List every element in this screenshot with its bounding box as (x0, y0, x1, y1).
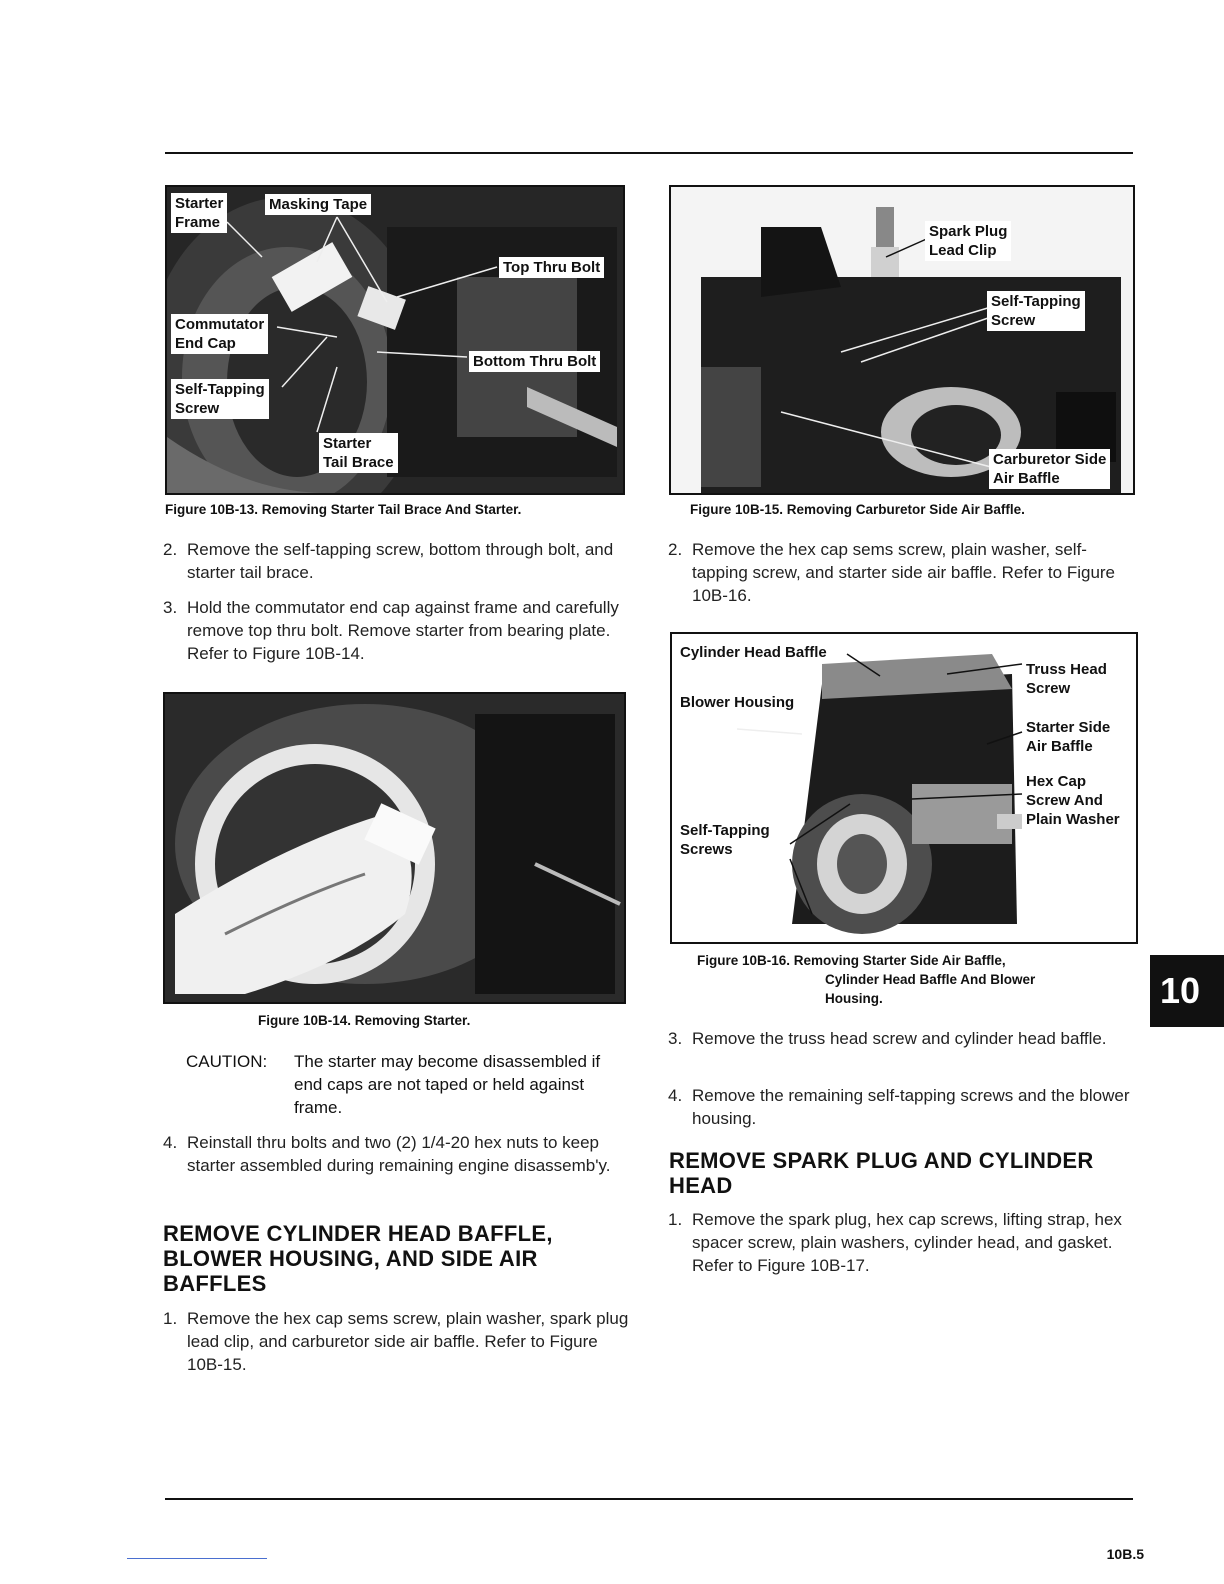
step-text: Remove the truss head screw and cylinder head baffle. (692, 1029, 1107, 1048)
step-text: Hold the commutator end cap against frame and carefully remove top thru bolt. Remove starter from bearing plate. Refer to Figure 10B-14. (187, 598, 619, 663)
figure-10b-14-photo (163, 692, 626, 1004)
label-starter-side-air-baffle: Starter Side Air Baffle (1026, 719, 1111, 755)
step-number: 1. (668, 1210, 683, 1229)
step-number: 2. (668, 540, 683, 559)
step-number: 3. (163, 598, 178, 617)
right-step-4 (668, 1084, 1138, 1130)
section-heading-cylinder-head-baffle: REMOVE CYLINDER HEAD BAFFLE, BLOWER HOUSING, AND SIDE AIR BAFFLES (163, 1221, 553, 1296)
label-truss-head-screw: Truss Head Screw (1026, 661, 1107, 697)
right-step-1 (668, 1208, 1138, 1277)
label-self-tapping-screw-15: Self-Tapping Screw (987, 291, 1085, 331)
figure-10b-16-photo (670, 632, 1138, 944)
figure-10b-16-caption-line1: Figure 10B-16. Removing Starter Side Air Baffle, (697, 953, 1006, 968)
caution-label: CAUTION: (186, 1052, 268, 1071)
carburetor-photo-illustration (671, 187, 1133, 493)
step-number: 2. (163, 540, 178, 559)
label-commutator-end-cap: Commutator End Cap (171, 314, 268, 354)
step-text: Remove the hex cap sems screw, plain washer, self-tapping screw, and starter side air baffle. Refer to Figure 10B-16. (692, 540, 1116, 605)
figure-10b-15-caption: Figure 10B-15. Removing Carburetor Side Air Baffle. (690, 502, 1025, 517)
step-text: Remove the spark plug, hex cap screws, lifting strap, hex spacer screw, plain washers, cylinder head, and gasket. Refer to Figure 10B-17. (692, 1210, 1122, 1275)
footer-rule (165, 1498, 1133, 1500)
label-hex-cap-screw-and-plain-washer: Hex Cap Screw And Plain Washer (1026, 773, 1120, 828)
step-text: Remove the hex cap sems screw, plain washer, spark plug lead clip, and carburetor side air baffle. Refer to Figure 10B-15. (187, 1309, 629, 1374)
label-cylinder-head-baffle: Cylinder Head Baffle (680, 644, 827, 661)
figure-10b-13-photo (165, 185, 625, 495)
step-number: 4. (163, 1133, 178, 1152)
label-bottom-thru-bolt: Bottom Thru Bolt (469, 351, 600, 372)
step-number: 1. (163, 1309, 178, 1328)
left-step-1 (163, 1307, 633, 1376)
removing-starter-photo-illustration (165, 694, 624, 1002)
label-spark-plug-lead-clip: Spark Plug Lead Clip (925, 221, 1011, 261)
figure-10b-15-photo (669, 185, 1135, 495)
right-step-3 (668, 1027, 1138, 1050)
label-carb-side-air-baffle: Carburetor Side Air Baffle (989, 449, 1110, 489)
figure-10b-13-caption: Figure 10B-13. Removing Starter Tail Brace And Starter. (165, 502, 522, 517)
figure-10b-16-caption-line2: Cylinder Head Baffle And Blower (825, 972, 1036, 987)
label-masking-tape: Masking Tape (265, 194, 371, 215)
page-number: 10B.5 (1106, 1546, 1144, 1562)
step-text: Remove the self-tapping screw, bottom through bolt, and starter tail brace. (187, 540, 614, 582)
label-starter-tail-brace: Starter Tail Brace (319, 433, 398, 473)
label-starter-frame: Starter Frame (171, 193, 227, 233)
section-heading-spark-plug: REMOVE SPARK PLUG AND CYLINDER HEAD (669, 1148, 1094, 1198)
section-tab: 10 (1150, 955, 1224, 1027)
step-number: 3. (668, 1029, 683, 1048)
left-step-3 (163, 596, 633, 665)
label-blower-housing: Blower Housing (676, 692, 798, 713)
step-text: Remove the remaining self-tapping screws and the blower housing. (692, 1086, 1130, 1128)
figure-10b-16-caption-line3: Housing. (825, 991, 883, 1006)
step-text: Reinstall thru bolts and two (2) 1/4-20 hex nuts to keep starter assembled during remaining engine disassemb'y. (187, 1133, 611, 1175)
left-step-2 (163, 538, 633, 584)
figure-10b-14-caption: Figure 10B-14. Removing Starter. (258, 1013, 471, 1028)
header-rule (165, 152, 1133, 154)
right-step-2 (668, 538, 1138, 607)
label-top-thru-bolt: Top Thru Bolt (499, 257, 604, 278)
footer-divider (127, 1558, 267, 1559)
label-self-tapping-screw: Self-Tapping Screw (171, 379, 269, 419)
caution-text: The starter may become disassembled if end caps are not taped or held against frame. (294, 1052, 601, 1117)
label-self-tapping-screws: Self-Tapping Screws (676, 820, 774, 860)
step-number: 4. (668, 1086, 683, 1105)
left-step-4 (163, 1131, 633, 1177)
